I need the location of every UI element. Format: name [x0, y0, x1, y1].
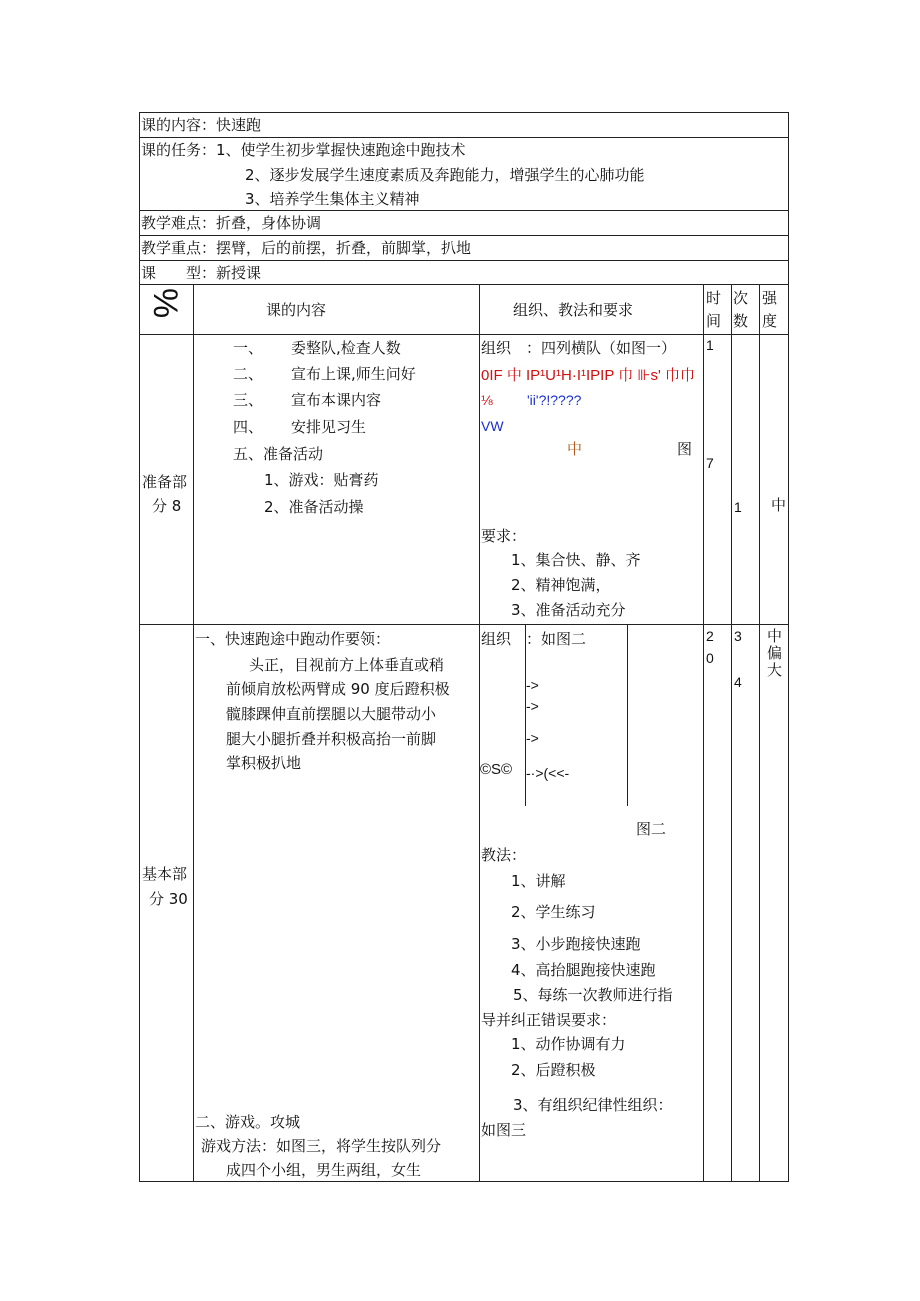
basic-requirement-2: 2、后蹬积极: [511, 1061, 596, 1079]
basic-time-b: 0: [706, 650, 714, 666]
basic-game-1: 游戏方法：如图三，将学生按队列分: [201, 1137, 442, 1155]
basic-method-2: 2、学生练习: [511, 903, 596, 921]
prep-item-4-num: 四、: [233, 418, 264, 436]
prep-count: 1: [734, 499, 742, 515]
figure-2-line-right: [627, 624, 628, 806]
figure-2-mark: ©S©: [480, 761, 513, 778]
prep-sub-2: 2、准备活动操: [264, 498, 364, 516]
prep-section-label-1: 准备部: [142, 473, 188, 491]
basic-method-5b: 导并纠正错误要求：: [481, 1011, 617, 1029]
prep-requirement-2: 2、精神饱满，: [511, 576, 611, 594]
figure-2-arrow-3: ->: [526, 730, 539, 746]
header-time-2: 间: [706, 312, 722, 330]
prep-item-2: 宣布上课,师生问好: [291, 365, 416, 383]
prep-intensity: 中: [771, 496, 787, 514]
basic-desc-4: 腿大小腿折叠并积极高抬一前脚: [226, 730, 437, 748]
header-intensity-1: 强: [762, 289, 778, 307]
teaching-key-points: 教学重点：摆臂，后的前摆，折叠，前脚掌，扒地: [141, 239, 472, 257]
header-intensity-2: 度: [762, 312, 778, 330]
prep-item-5: 五、准备活动: [233, 445, 324, 463]
prep-item-4: 安排见习生: [291, 418, 367, 436]
prep-sub-1: 1、游戏：贴膏药: [264, 471, 379, 489]
figure-2-arrow-1: ->: [526, 677, 539, 693]
prep-item-3: 宣布本课内容: [291, 391, 382, 409]
basic-time-a: 2: [706, 628, 714, 644]
basic-section-label-1: 基本部: [142, 865, 188, 883]
basic-game-2: 成四个小组，男生两组，女生: [226, 1161, 422, 1179]
basic-desc-5: 掌积极扒地: [226, 754, 302, 772]
prep-item-1: 委整队,检查人数: [291, 339, 401, 357]
basic-count-b: 4: [734, 674, 742, 690]
header-time-1: 时: [706, 289, 722, 307]
header-count-2: 数: [733, 312, 749, 330]
column-header-row: [139, 284, 789, 335]
prep-item-1-num: 一、: [233, 339, 264, 357]
basic-section-label-2: 分 30: [149, 890, 188, 908]
prep-figure-garble-red: 0IF 中 IP¹U¹H·I¹IPIP 巾 ⊪s' 巾巾: [481, 367, 695, 384]
prep-section-label-2: 分 8: [152, 497, 182, 515]
prep-item-3-num: 三、: [233, 391, 264, 409]
prep-time-b: 7: [706, 455, 714, 471]
basic-method-5: 5、每练一次教师进行指: [513, 986, 673, 1004]
basic-requirement-3: 3、有组织纪律性组织：: [513, 1096, 673, 1114]
figure-2-caption: 图二: [636, 820, 667, 838]
basic-requirement-3b: 如图三: [481, 1121, 527, 1139]
basic-intensity-2: 偏: [767, 644, 783, 662]
prep-figure-garble-blue-2: VW: [481, 418, 504, 434]
basic-item-2: 二、游戏。攻城: [195, 1113, 301, 1131]
basic-requirement-1: 1、动作协调有力: [511, 1035, 626, 1053]
prep-item-2-num: 二、: [233, 365, 264, 383]
prep-requirement-3: 3、准备活动充分: [511, 601, 626, 619]
prep-time-a: 1: [706, 337, 714, 353]
basic-count-a: 3: [734, 628, 742, 644]
lesson-task-1: 课的任务：1、使学生初步掌握快速跑途中跑技术: [141, 141, 466, 159]
header-count-1: 次: [733, 289, 749, 307]
lesson-type: 课 型：新授课: [141, 264, 262, 282]
basic-intensity-3: 大: [767, 661, 783, 679]
basic-method-label: 教法：: [481, 846, 527, 864]
prep-requirements-label: 要求：: [481, 527, 527, 545]
basic-desc-2: 前倾肩放松两臂成 90 度后蹬积极: [226, 680, 450, 698]
prep-figure-label: 图: [677, 440, 693, 458]
lesson-task-2: 2、逐步发展学生速度素质及奔跑能力，增强学生的心肺功能: [245, 166, 645, 184]
basic-intensity-1: 中: [767, 627, 783, 645]
header-corner-mark: %: [146, 288, 184, 319]
basic-desc-1: 头正，目视前方上体垂直或稍: [249, 656, 445, 674]
header-content: 课的内容: [266, 301, 327, 319]
basic-method-1: 1、讲解: [511, 872, 566, 890]
basic-method-4: 4、高抬腿跑接快速跑: [511, 961, 656, 979]
prep-figure-char: 中: [567, 440, 583, 458]
basic-item-1: 一、快速跑途中跑动作要领：: [195, 630, 391, 648]
prep-figure-garble-red-2: ⅛: [481, 392, 493, 408]
figure-2-arrow-4: -·>(<<-: [526, 765, 570, 781]
basic-desc-3: 髋膝踝伸直前摆腿以大腿带动小: [226, 705, 437, 723]
lesson-content: 课的内容：快速跑: [141, 116, 262, 134]
lesson-task-3: 3、培养学生集体主义精神: [245, 190, 420, 208]
basic-organization: 组织 ：如图二: [481, 630, 587, 648]
teaching-difficulty: 教学难点：折叠，身体协调: [141, 214, 322, 232]
prep-organization: 组织 ：四列横队（如图一）: [481, 339, 677, 357]
basic-method-3: 3、小步跑接快速跑: [511, 935, 641, 953]
prep-figure-garble-blue: 'ii'?!????: [527, 392, 582, 408]
prep-requirement-1: 1、集合快、静、齐: [511, 551, 641, 569]
figure-2-arrow-2: ->: [526, 698, 539, 714]
header-organization: 组织、教法和要求: [513, 301, 634, 319]
